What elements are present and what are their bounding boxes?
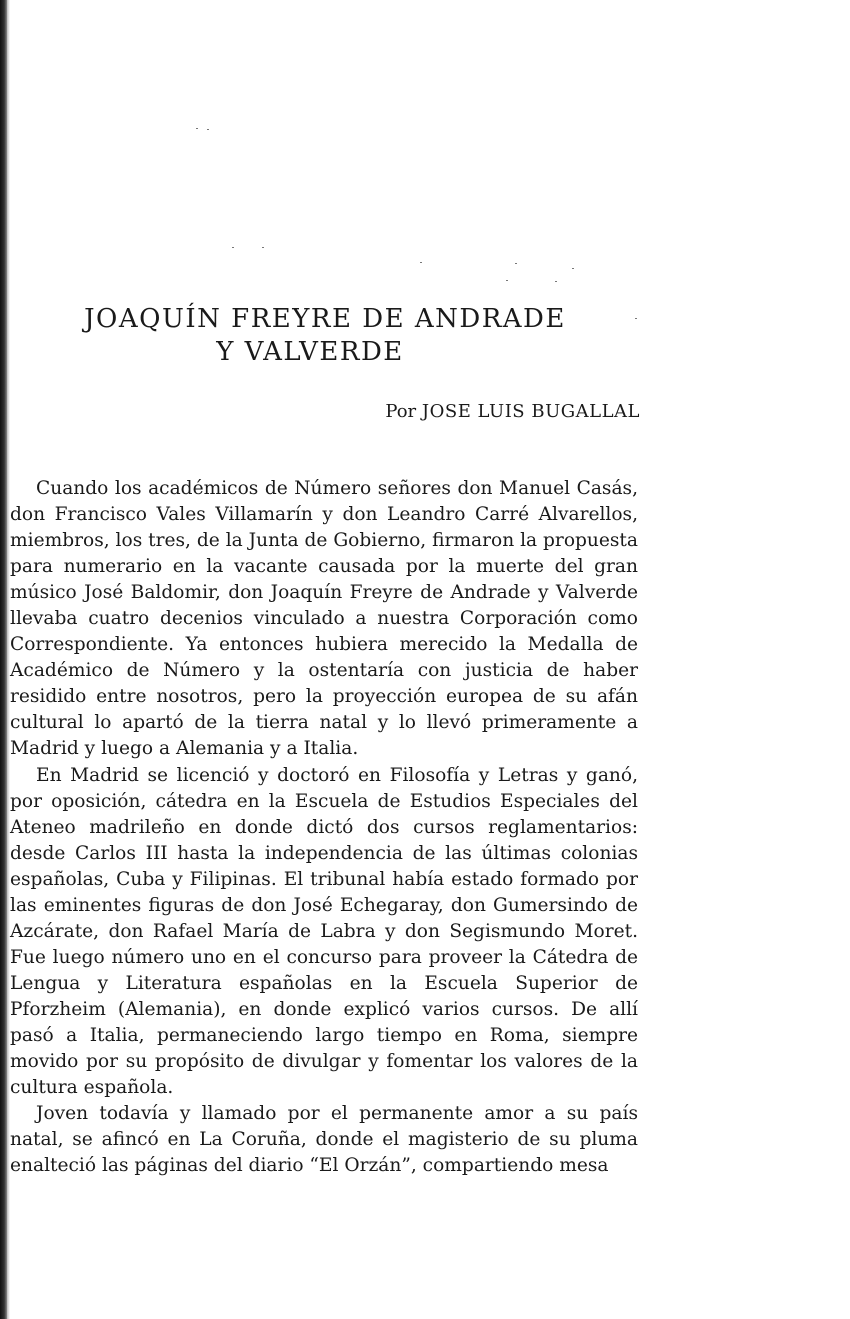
article-title-line-1: JOAQUÍN FREYRE DE ANDRADE [84, 304, 566, 334]
paragraph-2: En Madrid se licenció y doctoró en Filosofía y Letras y ganó, por oposición, cátedra en la Escuela de Estudios Especiales del Ateneo madrileño en donde dictó dos cursos reglamentarios: desde Carlos III hasta la independencia de las últimas colonias españolas, Cuba y Filipinas. El tribunal había estado formado por las eminentes figuras de don José Echegaray, don Gumersindo de Azcárate, don Rafael María de Labra y don Segismundo Moret. Fue luego número uno en el concurso para proveer la Cátedra de Lengua y Literatura españolas en la Escuela Superior de Pforzheim (Alemania), en donde explicó varios cursos. De allí pasó a Italia, permaneciendo largo tiempo en Roma, siempre movido por su propósito de divulgar y fomentar los valores de la cultura española. [10, 764, 638, 1099]
article-title-line-2: Y VALVERDE [216, 337, 404, 367]
byline-prefix: Por [385, 401, 417, 422]
article-body [10, 476, 638, 1179]
paragraph-1: Cuando los académicos de Número señores don Manuel Casás, don Francisco Vales Villamarín y don Leandro Carré Alvarellos, miembros, los tres, de la Junta de Gobierno, firmaron la propuesta para numerario en la vacante causada por la muerte del gran músico José Baldomir, don Joaquín Freyre de Andrade y Valverde llevaba cuatro decenios vinculado a nuestra Corporación como Correspondiente. Ya entonces hubiera merecido la Medalla de Académico de Número y la ostentaría con justicia de haber residido entre nosotros, pero la proyección europea de su afán cultural lo apartó de la tierra natal y lo llevó primeramente a Madrid y luego a Alemania y a Italia. [10, 478, 638, 760]
page-binding-shadow [0, 0, 7, 1319]
paragraph-3: Joven todavía y llamado por el permanente amor a su país natal, se afincó en La Coruña, donde el magisterio de su pluma enalteció las páginas del diario “El Orzán”, compartiendo mesa [10, 1103, 638, 1177]
byline [385, 401, 640, 422]
author-name: JOSE LUIS BUGALLAL [421, 401, 640, 422]
